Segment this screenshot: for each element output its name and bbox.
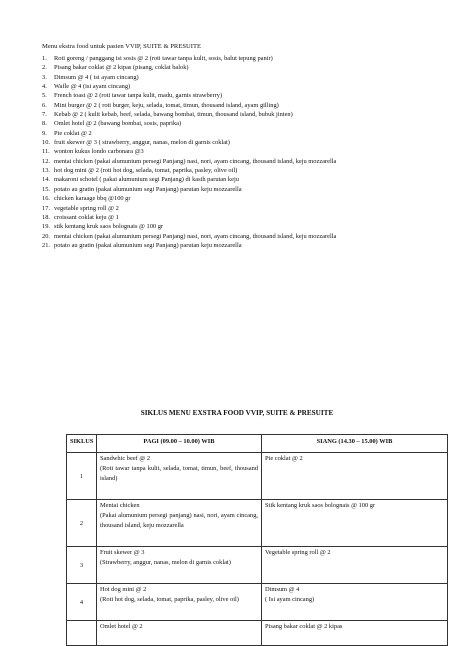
extra-food-list xyxy=(42,54,462,250)
pagi-desc: (Strawberry, anggur, nanas, melon di garnis coklat) xyxy=(100,559,231,566)
menu-item-text: Pie coklat @ 2 xyxy=(54,129,92,137)
menu-item-text: vegetable spring roll @ 2 xyxy=(54,204,119,212)
menu-list-item xyxy=(42,185,462,194)
menu-list-item xyxy=(42,110,462,119)
menu-item-text: hot dog mini @ 2 (roti hot dog, selada, tomat, paprika, pasley, olive oil) xyxy=(54,167,238,175)
table-row xyxy=(67,500,448,547)
menu-item-text: Mini burger @ 2 ( roti burger, keju, selada, tomat, timun, thousand island, ayam gilling) xyxy=(54,101,279,109)
menu-item-number: 19. xyxy=(42,223,50,231)
table-row xyxy=(67,547,448,584)
menu-item-text: potato au gratin (pakai alumunium segi Panjang) parutan keju mozzarella xyxy=(54,241,242,249)
menu-list-item xyxy=(42,73,462,82)
menu-item-text: chicken karaage bbq @100 gr xyxy=(54,195,131,203)
menu-list-item xyxy=(42,129,462,138)
menu-item-text: mentai chicken (pakai alumunium persegi Panjang) nasi, nori, ayam cincang, thousand island, keju mozzarella xyxy=(54,232,337,240)
menu-item-number: 10. xyxy=(42,139,50,147)
menu-item-text: French toast @ 2 (roti tawar tanpa kulit, madu, garnis strawberry) xyxy=(54,92,223,100)
menu-item-text: Roti goreng / panggang isi sosis @ 2 (roti tawar tanpa kulit, sosis, balut tepung panir) xyxy=(54,55,273,62)
menu-item-number: 1. xyxy=(42,55,47,62)
pagi-dish: Sandwhic beef @ 2 xyxy=(100,455,151,462)
menu-list-item xyxy=(42,175,462,184)
table-row xyxy=(67,621,448,646)
siang-cell xyxy=(262,584,448,621)
menu-item-number: 7. xyxy=(42,111,47,119)
menu-item-number: 8. xyxy=(42,120,47,128)
menu-item-number: 4. xyxy=(42,83,47,91)
menu-list-item xyxy=(42,101,462,110)
cycle-table xyxy=(66,434,448,646)
siang-dish: Pie coklat @ 2 xyxy=(265,455,303,462)
siang-dish: Stik kentang kruk saos bolognais @ 100 gr xyxy=(265,502,376,509)
menu-item-text: mentai chicken (pakai alumunium persegi Panjang) nasi, nori, ayam cincang, thousand island, keju mozzarella xyxy=(54,157,337,165)
menu-list-item xyxy=(42,166,462,175)
menu-item-number: 9. xyxy=(42,129,47,137)
siang-dish: Vegetable spring roll @ 2 xyxy=(265,549,331,556)
menu-item-number: 18. xyxy=(42,213,50,221)
siang-desc: ( Isi ayam cincang) xyxy=(265,596,315,603)
pagi-dish: Hot dog mini @ 2 xyxy=(100,586,147,593)
menu-item-number: 5. xyxy=(42,92,47,100)
menu-item-number: 2. xyxy=(42,64,47,72)
cycle-header-row xyxy=(67,435,448,453)
menu-list-item xyxy=(42,147,462,156)
menu-item-number: 12. xyxy=(42,157,50,165)
menu-item-text: Wafle @ 4 (isi ayam cincang) xyxy=(54,83,131,91)
menu-list-item xyxy=(42,63,462,72)
menu-list-item xyxy=(42,213,462,222)
pagi-dish: Mentai chicken xyxy=(100,502,140,509)
menu-list-item xyxy=(42,91,462,100)
pagi-cell xyxy=(97,500,262,547)
pagi-dish: Omlet hotel @ 2 xyxy=(100,623,143,630)
pagi-desc: (Roti tawar tanpa kulit, selada, tomat, timun, beef, thousand island) xyxy=(100,465,258,482)
menu-list-item xyxy=(42,54,462,63)
menu-item-number: 17. xyxy=(42,204,50,212)
table-row xyxy=(67,453,448,500)
header-pagi: PAGI (09.00 – 10.00) WIB xyxy=(97,435,262,453)
siang-cell xyxy=(262,453,448,500)
siang-dish: Dimsum @ 4 xyxy=(265,586,300,593)
menu-list-item xyxy=(42,82,462,91)
menu-item-number: 3. xyxy=(42,73,47,81)
siang-cell xyxy=(262,621,448,646)
pagi-desc: (Roti hot dog, selada, tomat, paprika, pasley, olive oil) xyxy=(100,596,239,603)
siang-cell xyxy=(262,547,448,584)
menu-item-text: fruit skewer @ 3 ( strawberry, anggur, nanas, melon di garnis coklat) xyxy=(54,139,230,147)
menu-list-item xyxy=(42,232,462,241)
pagi-cell xyxy=(97,584,262,621)
intro-heading: Menu ekstra food untuk pasien VVIP, SUITE & PRESUITE xyxy=(42,43,202,50)
menu-item-text: wonton kukus londo carbonara @3 xyxy=(54,148,144,156)
menu-item-number: 14. xyxy=(42,176,50,184)
pagi-cell xyxy=(97,453,262,500)
menu-list-item xyxy=(42,222,462,231)
menu-item-number: 13. xyxy=(42,167,50,175)
siklus-number: 4 xyxy=(67,584,97,621)
menu-item-text: stik kentang kruk saos bolognais @ 100 gr xyxy=(54,223,164,231)
pagi-dish: Fruit skewer @ 3 xyxy=(100,549,145,556)
menu-list-item xyxy=(42,241,462,250)
menu-list-item xyxy=(42,157,462,166)
menu-item-text: potato au gratin (pakai alumunium segi Panjang) parutan keju mozzarella xyxy=(54,185,242,193)
pagi-desc: (Pakai alumunium persegi panjang) nasi, nori, ayam cincang, thousand island, keju mozzarella xyxy=(100,512,258,529)
siklus-number xyxy=(67,621,97,646)
siang-cell xyxy=(262,500,448,547)
pagi-cell xyxy=(97,621,262,646)
menu-list-item xyxy=(42,138,462,147)
menu-item-text: Kebab @ 2 ( kulit kebab, beef, selada, bawang bombai, timun, thousand island, bubuk jinten) xyxy=(54,111,293,119)
table-row xyxy=(67,584,448,621)
siklus-number: 1 xyxy=(67,453,97,500)
menu-item-number: 16. xyxy=(42,195,50,203)
menu-item-number: 11. xyxy=(42,148,50,156)
siklus-number: 3 xyxy=(67,547,97,584)
menu-item-text: Omlet hotel @ 2 (bawang bombai, sosis, paprika) xyxy=(54,120,182,128)
menu-list-item xyxy=(42,119,462,128)
menu-list-item xyxy=(42,194,462,203)
menu-item-number: 15. xyxy=(42,185,50,193)
pagi-cell xyxy=(97,547,262,584)
menu-item-text: Pisang bakar coklat @ 2 kipas (pisang, coklat balok) xyxy=(54,64,189,72)
menu-item-number: 21. xyxy=(42,241,50,249)
menu-item-number: 6. xyxy=(42,101,47,109)
cycle-title: SIKLUS MENU EXSTRA FOOD VVIP, SUITE & PRESUITE xyxy=(140,409,334,417)
menu-item-text: makaroni schotel ( pakai alumunium segi Panjang) di kasih parutan keju xyxy=(54,176,239,184)
header-siklus: SIKLUS xyxy=(67,435,97,453)
siklus-number: 2 xyxy=(67,500,97,547)
menu-list-item xyxy=(42,204,462,213)
menu-item-number: 20. xyxy=(42,232,50,240)
header-siang: SIANG (14.30 – 15.00) WIB xyxy=(262,435,448,453)
menu-item-text: Dimsum @ 4 ( isi ayam cincang) xyxy=(54,73,139,81)
siang-dish: Pisang bakar coklat @ 2 kipas xyxy=(265,623,343,630)
menu-item-text: croissant coklat keju @ 1 xyxy=(54,213,119,221)
